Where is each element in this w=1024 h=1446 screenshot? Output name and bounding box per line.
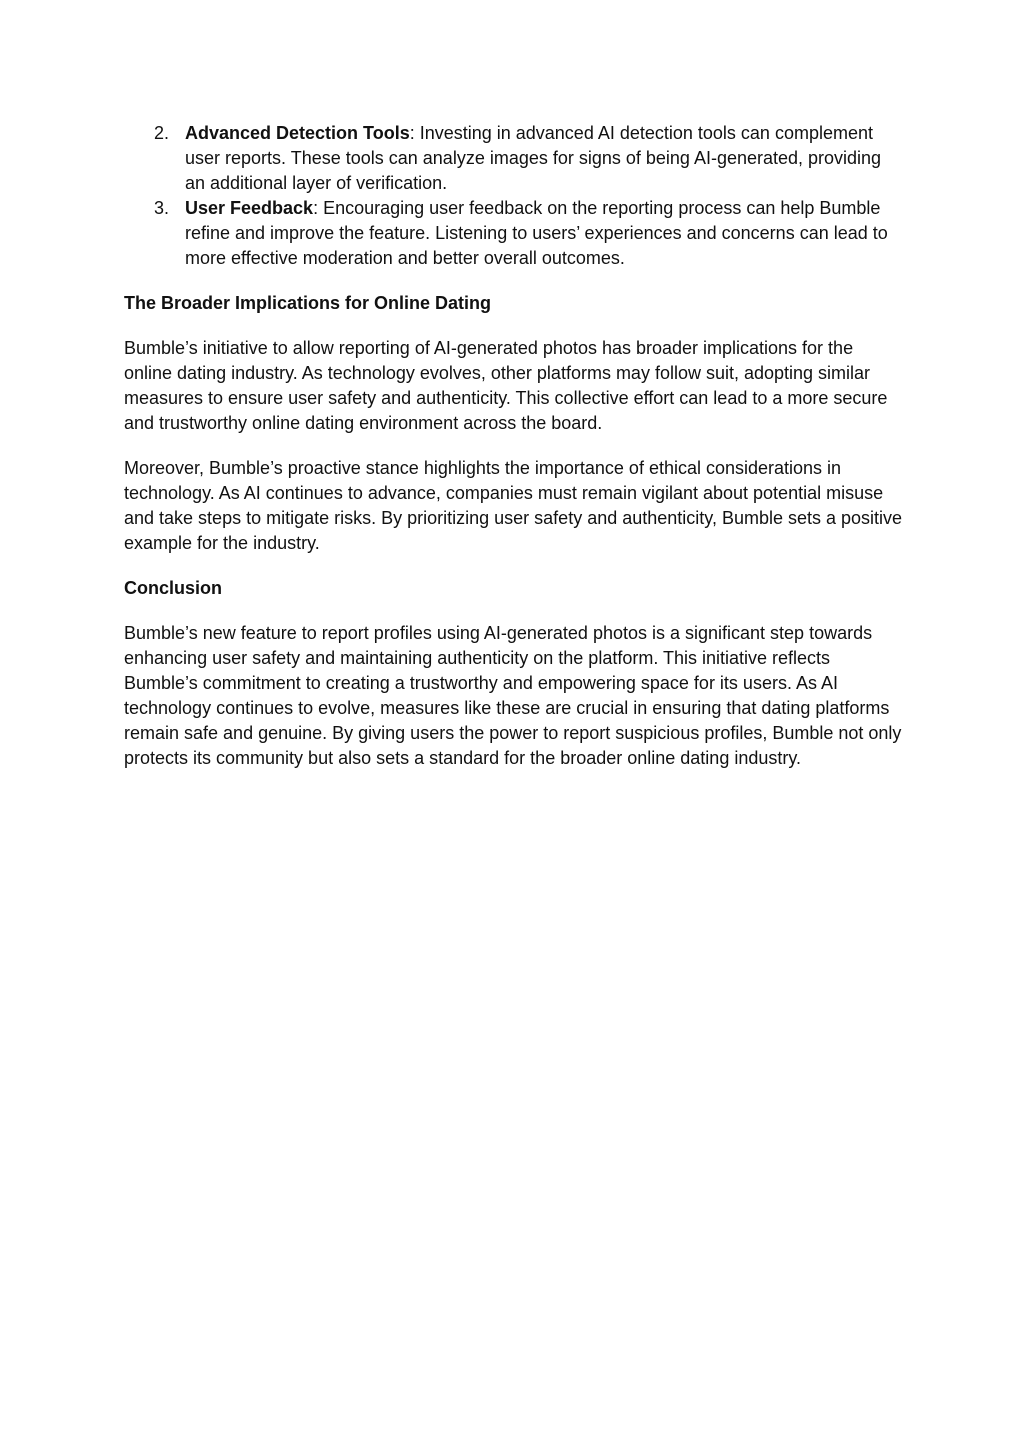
section-heading-conclusion: Conclusion (124, 578, 222, 598)
list-item-text: : Encouraging user feedback on the reporting process can help Bumble refine and improve the feature. Listening to users’ experiences and concerns can lead to more effective moderation and better overall outcomes. (185, 198, 888, 268)
list-item (124, 196, 904, 271)
list-item-number: 3. (154, 198, 170, 218)
list-item-title: User Feedback (185, 198, 314, 218)
section-heading-broader-implications: The Broader Implications for Online Dating (124, 293, 492, 313)
list-item-title: Advanced Detection Tools (185, 123, 410, 143)
numbered-list (124, 121, 904, 271)
list-item-number: 2. (154, 123, 170, 143)
paragraph: Bumble’s initiative to allow reporting of AI-generated photos has broader implications for the online dating industry. As technology evolves, other platforms may follow suit, adopting similar measures to ensure user safety and authenticity. This collective effort can lead to a more secure and trustworthy online dating environment across the board. (124, 338, 888, 433)
paragraph: Moreover, Bumble’s proactive stance highlights the importance of ethical considerations in technology. As AI continues to advance, companies must remain vigilant about potential misuse and take steps to mitigate risks. By prioritizing user safety and authenticity, Bumble sets a positive example for the industry. (124, 458, 903, 553)
document-page (124, 121, 904, 771)
list-item-text: : Investing in advanced AI detection tools can complement user reports. These tools can analyze images for signs of being AI-generated, providing an additional layer of verification. (185, 123, 882, 193)
list-item (124, 121, 904, 196)
paragraph: Bumble’s new feature to report profiles using AI-generated photos is a significant step towards enhancing user safety and maintaining authenticity on the platform. This initiative reflects Bumble’s commitment to creating a trustworthy and empowering space for its users. As AI technology continues to evolve, measures like these are crucial in ensuring that dating platforms remain safe and genuine. By giving users the power to report suspicious profiles, Bumble not only protects its community but also sets a standard for the broader online dating industry. (124, 623, 902, 768)
